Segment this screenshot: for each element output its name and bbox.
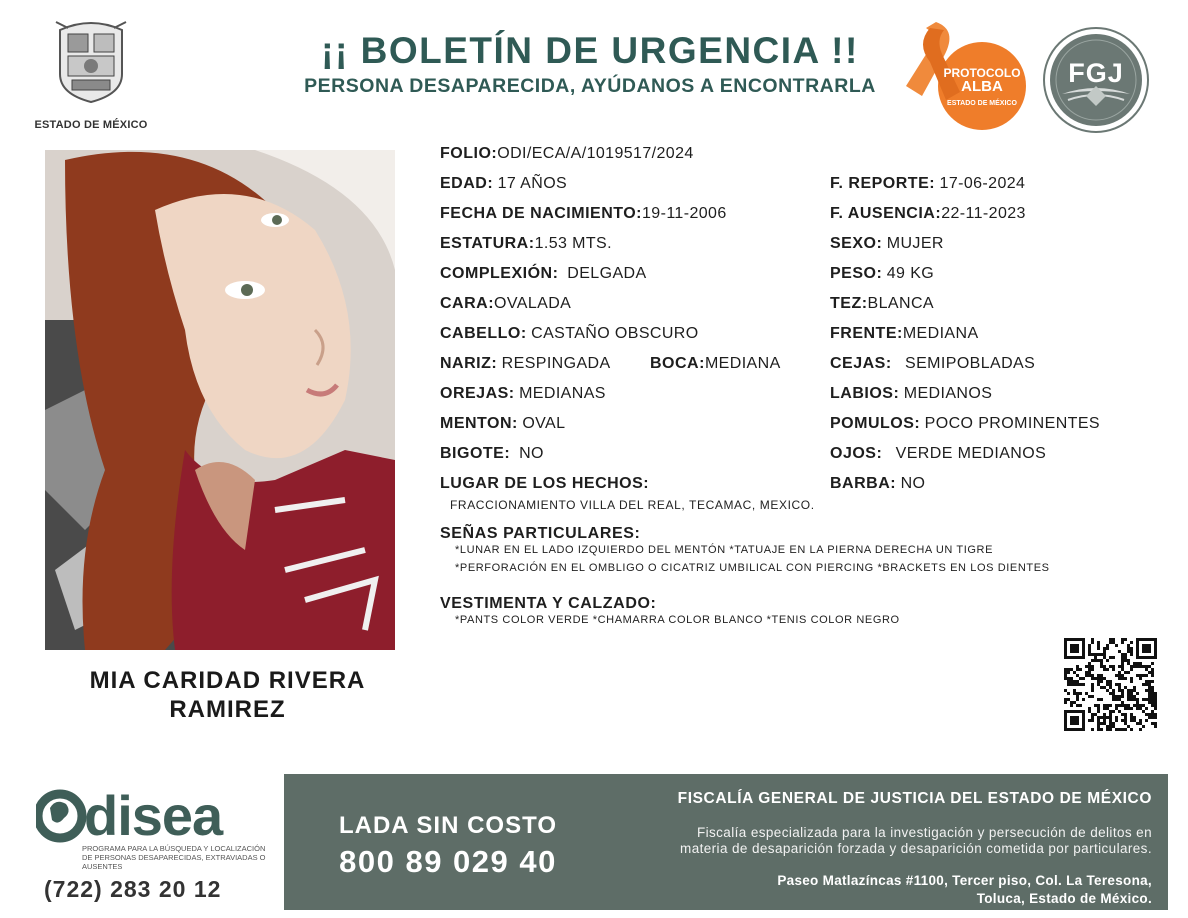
field-ausencia	[830, 204, 1026, 224]
alba-name-label: ALBA	[961, 78, 1003, 95]
field-labios	[830, 384, 992, 404]
field-reporte	[830, 174, 1025, 194]
field-sexo-label: SEXO:	[830, 235, 883, 252]
field-folio	[440, 144, 694, 164]
field-frente-value: MEDIANA	[902, 325, 979, 342]
field-peso-value: 49 KG	[886, 265, 935, 282]
address-line-1: Paseo Matlazíncas #1100, Tercer piso, Col. La Teresona,	[777, 873, 1152, 888]
name-line-2: RAMIREZ	[169, 696, 286, 723]
field-bigote	[440, 444, 544, 464]
state-name-caption: ESTADO DE MÉXICO	[34, 119, 148, 131]
field-ojos-label: OJOS:	[830, 445, 883, 462]
field-ausencia-value: 22-11-2023	[941, 205, 1026, 222]
field-menton	[440, 414, 565, 434]
field-edad-label: EDAD:	[440, 175, 494, 192]
missing-person-photo	[45, 150, 395, 650]
field-folio-value: ODI/ECA/A/1019517/2024	[497, 145, 694, 162]
field-barba-label: BARBA:	[830, 475, 897, 492]
field-peso	[830, 264, 934, 284]
field-labios-label: LABIOS:	[830, 385, 900, 402]
fgj-description-line-2: materia de desaparición forzada y desaparición cometida por particulares.	[680, 841, 1152, 856]
field-bigote-value: NO	[519, 445, 544, 462]
fgj-abbreviation: FGJ	[1068, 58, 1124, 88]
field-complexion-value: DELGADA	[567, 265, 647, 282]
field-edad-value: 17 AÑOS	[497, 175, 568, 192]
field-boca-label: BOCA:	[650, 355, 705, 372]
field-cara-label: CARA:	[440, 295, 495, 312]
field-frente-label: FRENTE:	[830, 325, 903, 342]
field-tez-label: TEZ:	[830, 295, 868, 312]
field-lugar-label: LUGAR DE LOS HECHOS:	[440, 475, 650, 492]
fgj-logo	[1042, 26, 1150, 134]
field-cejas-value: SEMIPOBLADAS	[905, 355, 1036, 372]
lada-phone-number[interactable]: 800 89 029 40	[339, 844, 557, 879]
senas-label: SEÑAS PARTICULARES:	[440, 525, 641, 542]
field-sexo-value: MUJER	[886, 235, 944, 252]
name-line-1: MIA CARIDAD RIVERA	[89, 667, 366, 694]
field-boca	[650, 354, 781, 374]
protocolo-alba-logo	[900, 22, 1030, 132]
field-sexo	[830, 234, 944, 254]
field-orejas-value: MEDIANAS	[519, 385, 606, 402]
field-labios-value: MEDIANOS	[903, 385, 993, 402]
field-menton-value: OVAL	[522, 415, 566, 432]
fgj-description-line-1: Fiscalía especializada para la investigación y persecución de delitos en	[696, 825, 1152, 840]
odisea-phone[interactable]: (722) 283 20 12	[44, 876, 222, 902]
field-ojos-value: VERDE MEDIANOS	[895, 445, 1047, 462]
bulletin-title: ¡¡ BOLETÍN DE URGENCIA !!	[321, 30, 859, 71]
field-cejas-label: CEJAS:	[830, 355, 892, 372]
field-pomulos	[830, 414, 1100, 434]
field-cara	[440, 294, 571, 314]
senas-line-2: *PERFORACIÓN EN EL OMBLIGO O CICATRIZ UMBILICAL CON PIERCING *BRACKETS EN LOS DIENTES	[455, 562, 1050, 574]
estado-de-mexico-logo	[30, 18, 152, 131]
field-estatura-value: 1.53 MTS.	[534, 235, 612, 252]
field-reporte-value: 17-06-2024	[939, 175, 1026, 192]
fgj-description	[590, 825, 1152, 857]
qr-code-icon	[1064, 638, 1157, 731]
field-frente	[830, 324, 979, 344]
qr-code[interactable]	[1064, 638, 1157, 731]
field-boca-value: MEDIANA	[704, 355, 781, 372]
field-estatura	[440, 234, 612, 254]
field-cabello	[440, 324, 699, 344]
field-nacimiento	[440, 204, 727, 224]
lada-label: LADA SIN COSTO	[338, 812, 557, 839]
field-bigote-label: BIGOTE:	[440, 445, 511, 462]
field-complexion-label: COMPLEXIÓN:	[440, 265, 559, 282]
address-line-2: Toluca, Estado de México.	[976, 891, 1152, 906]
field-ojos	[830, 444, 1046, 464]
field-peso-label: PESO:	[830, 265, 883, 282]
field-barba	[830, 474, 925, 494]
field-pomulos-label: POMULOS:	[830, 415, 921, 432]
field-tez-value: BLANCA	[867, 295, 934, 312]
fgj-full-name: FISCALÍA GENERAL DE JUSTICIA DEL ESTADO DE MÉXICO	[677, 790, 1152, 807]
field-cabello-label: CABELLO:	[440, 325, 527, 342]
field-reporte-label: F. REPORTE:	[830, 175, 936, 192]
field-nariz	[440, 354, 611, 374]
field-lugar-value: FRACCIONAMIENTO VILLA DEL REAL, TECAMAC, MEXICO.	[450, 498, 815, 512]
field-complexion	[440, 264, 647, 284]
field-cejas	[830, 354, 1035, 374]
missing-person-name	[45, 666, 410, 724]
bulletin-subtitle: PERSONA DESAPARECIDA, AYÚDANOS A ENCONTRARLA	[304, 75, 876, 97]
alba-protocol-label: PROTOCOLO	[943, 66, 1021, 80]
field-nariz-label: NARIZ:	[440, 355, 498, 372]
fgj-address	[600, 872, 1152, 908]
field-ausencia-label: F. AUSENCIA:	[830, 205, 942, 222]
field-nacimiento-value: 19-11-2006	[642, 205, 727, 222]
vestimenta-label: VESTIMENTA Y CALZADO:	[440, 595, 657, 612]
field-edad	[440, 174, 567, 194]
odisea-caption: PROGRAMA PARA LA BÚSQUEDA Y LOCALIZACIÓN DE PERSONAS DESAPARECIDAS, EXTRAVIADAS O AUSENTES	[82, 844, 266, 871]
field-orejas	[440, 384, 606, 404]
field-pomulos-value: POCO PROMINENTES	[924, 415, 1100, 432]
field-orejas-label: OREJAS:	[440, 385, 515, 402]
state-seal-icon	[54, 18, 128, 104]
vestimenta-line-1: *PANTS COLOR VERDE *CHAMARRA COLOR BLANCO *TENIS COLOR NEGRO	[455, 614, 900, 626]
senas-line-1: *LUNAR EN EL LADO IZQUIERDO DEL MENTÓN *TATUAJE EN LA PIERNA DERECHA UN TIGRE	[455, 544, 994, 556]
odisea-wordmark: disea	[84, 784, 223, 847]
field-folio-label: FOLIO:	[440, 145, 498, 162]
field-cabello-value: CASTAÑO OBSCURO	[531, 325, 699, 342]
field-tez	[830, 294, 934, 314]
field-estatura-label: ESTATURA:	[440, 235, 535, 252]
alba-state-label: ESTADO DE MÉXICO	[947, 100, 1017, 107]
field-cara-value: OVALADA	[494, 295, 572, 312]
field-nariz-value: RESPINGADA	[501, 355, 611, 372]
field-nacimiento-label: FECHA DE NACIMIENTO:	[440, 205, 642, 222]
field-lugar	[440, 474, 649, 494]
field-barba-value: NO	[900, 475, 926, 492]
field-menton-label: MENTON:	[440, 415, 518, 432]
